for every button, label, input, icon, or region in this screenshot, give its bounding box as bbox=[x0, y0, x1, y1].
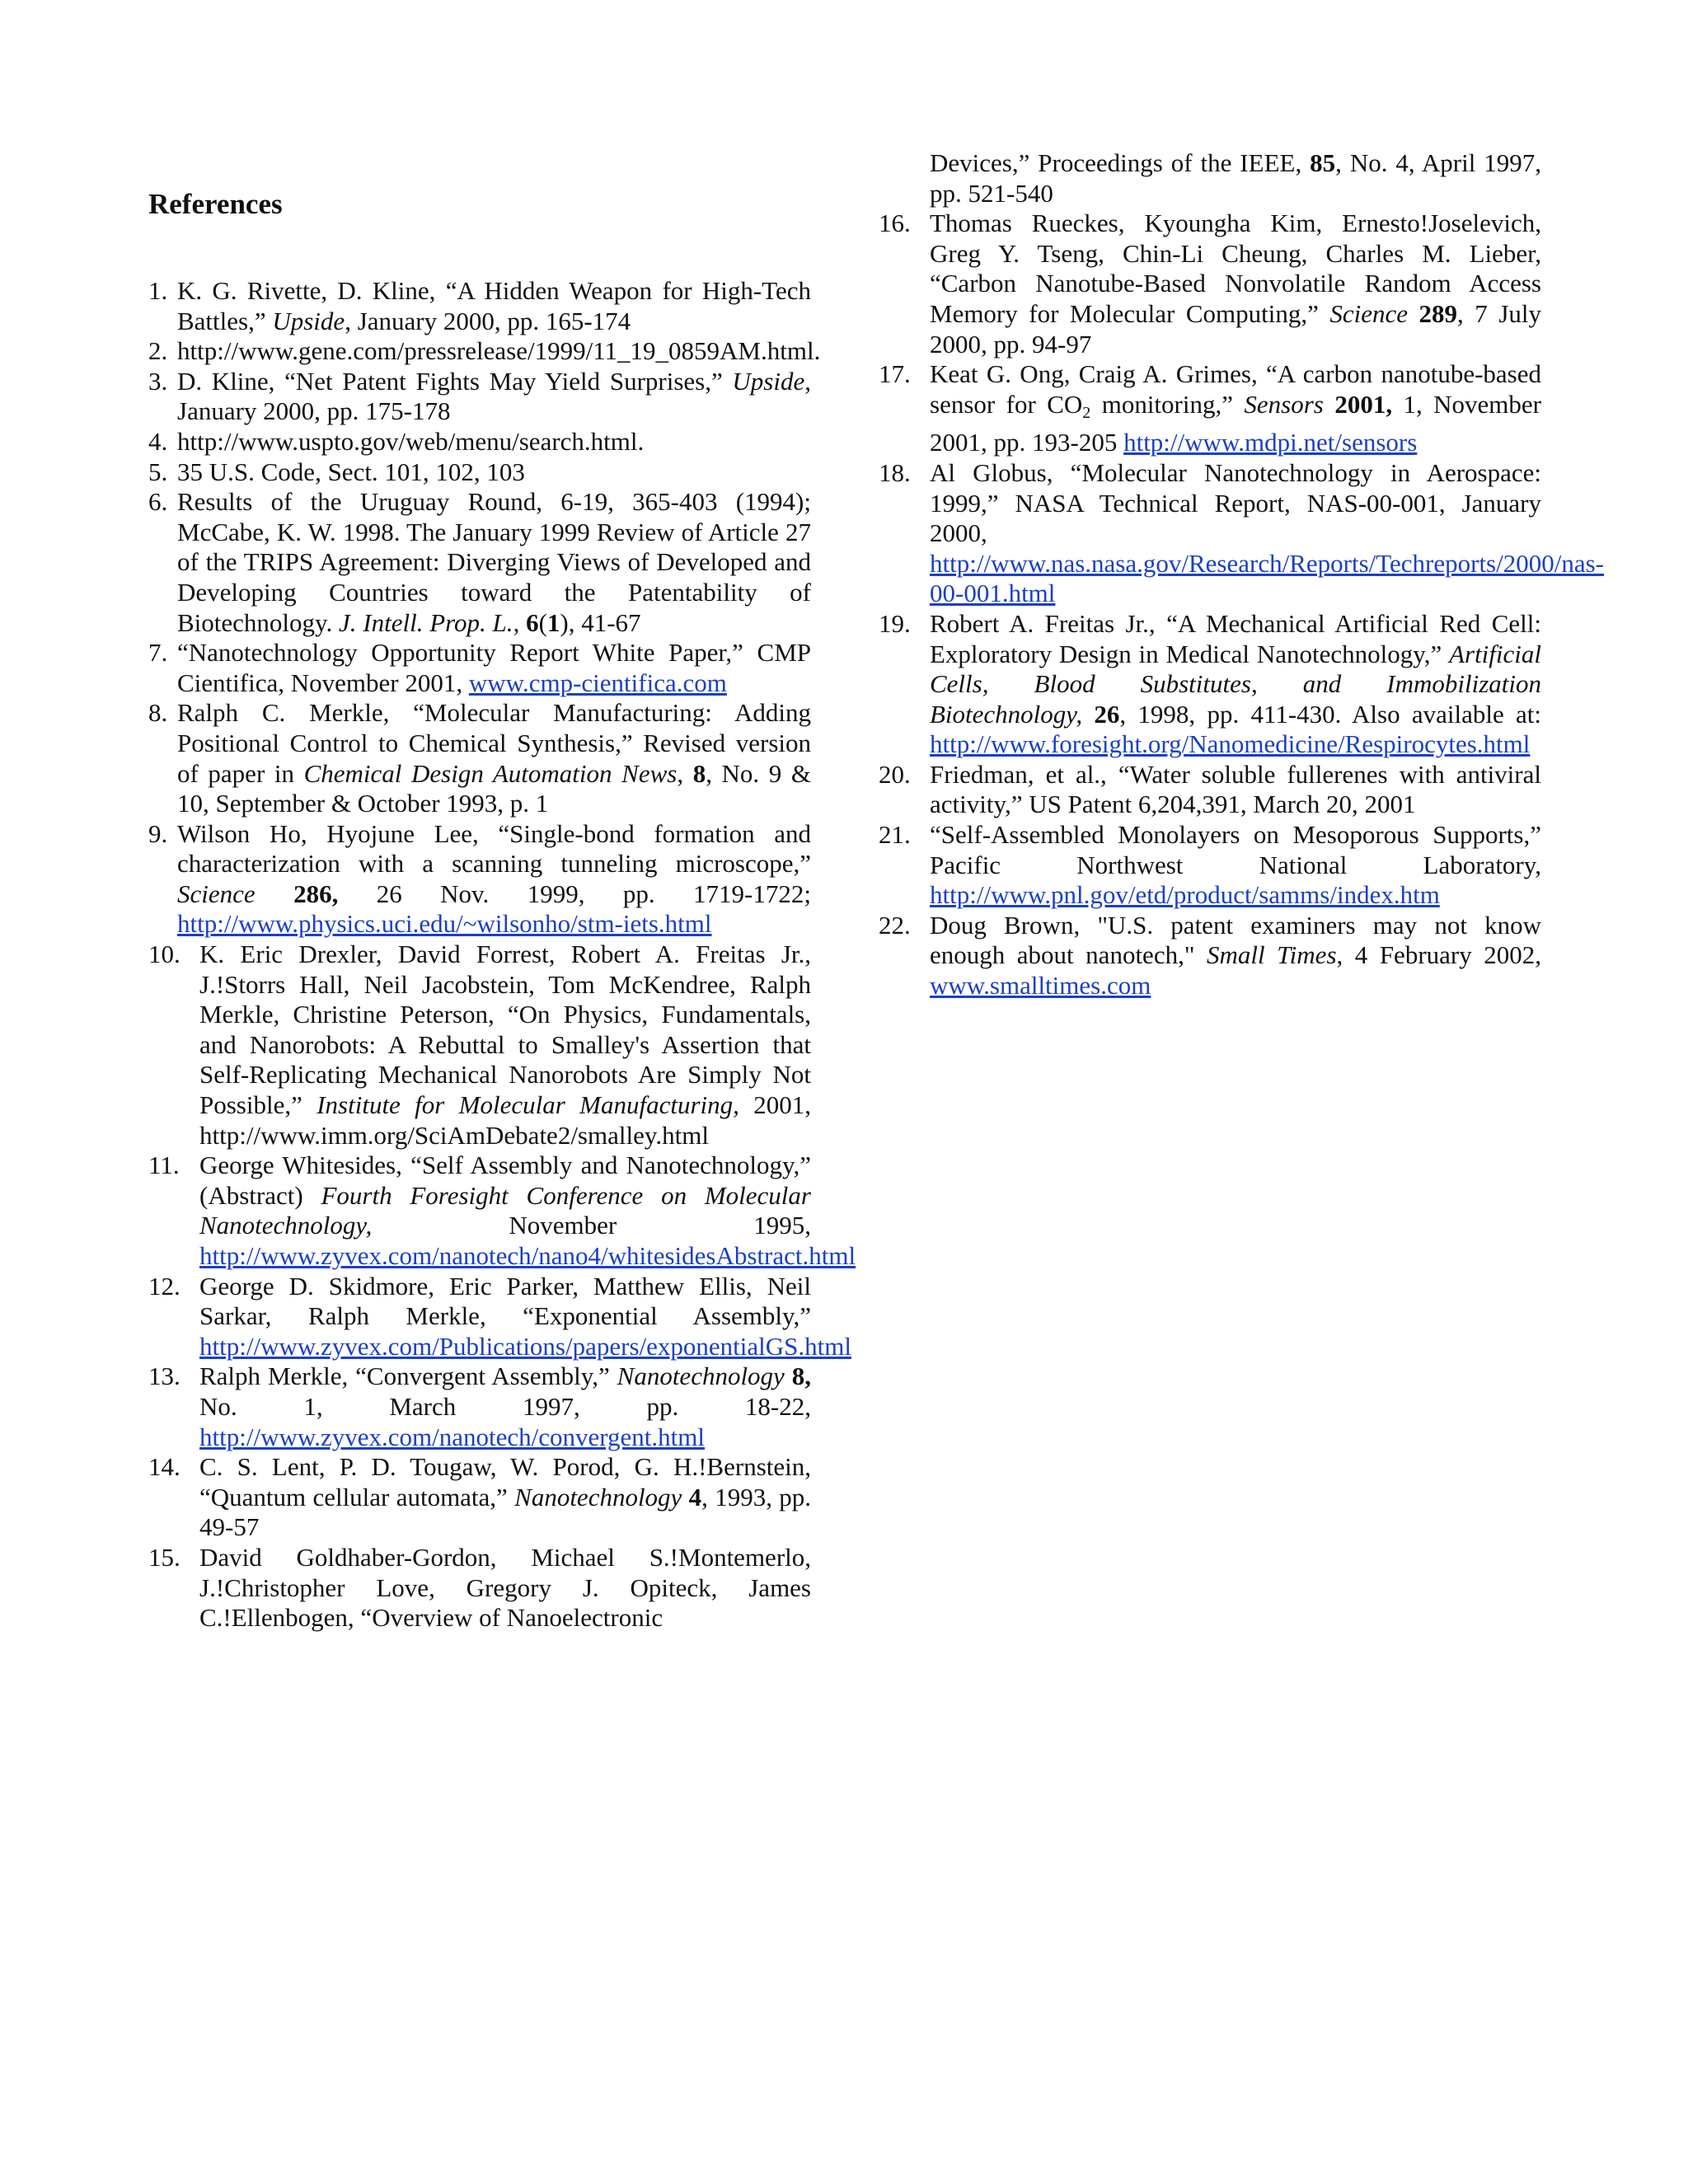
reference-number: 10. bbox=[148, 940, 181, 969]
reference-text: , January 2000, pp. 165-174 bbox=[345, 306, 631, 335]
reference-text: Science bbox=[177, 879, 256, 908]
reference-number: 22. bbox=[879, 910, 911, 940]
reference-text: 2001, http://www.imm.org/SciAmDebate2/smalley.html bbox=[199, 1090, 812, 1150]
reference-text: 85 bbox=[1310, 148, 1336, 177]
reference-link[interactable]: http://www.mdpi.net/sensors bbox=[1123, 428, 1418, 457]
reference-text: Small Times bbox=[1207, 940, 1337, 970]
reference-text: C. S. Lent, P. D. Tougaw, W. Porod, G. H.!Bernstein, “Quantum cellular automata,” bbox=[199, 1452, 811, 1511]
reference-entry bbox=[148, 940, 811, 1151]
reference-text: , 1998, pp. 411-430. Also available at: bbox=[1119, 699, 1542, 729]
reference-number: 8. bbox=[148, 698, 168, 728]
reference-text: D. Kline, “Net Patent Fights May Yield Surprises,” bbox=[177, 366, 733, 396]
reference-text: Upside bbox=[272, 306, 345, 335]
reference-number: 4. bbox=[148, 426, 168, 456]
reference-entry bbox=[879, 148, 1541, 209]
reference-text: J. Intell. Prop. L. bbox=[339, 607, 513, 637]
reference-number: 5. bbox=[148, 457, 168, 486]
reference-entry bbox=[879, 457, 1604, 609]
references-heading: References bbox=[148, 188, 283, 220]
reference-text: , No. 4, April 1997, pp. 521-540 bbox=[930, 148, 1541, 208]
reference-text: 6 bbox=[526, 607, 539, 637]
reference-text: 286, bbox=[293, 879, 339, 908]
reference-number: 16. bbox=[879, 209, 911, 238]
reference-text: Robert A. Freitas Jr., “A Mechanical Artificial Red Cell: Exploratory Design in Medical Nanotechnology,” bbox=[930, 608, 1541, 668]
reference-text: 35 U.S. Code, Sect. 101, 102, 103 bbox=[177, 457, 525, 486]
reference-text: 26 bbox=[1094, 699, 1120, 729]
reference-entry bbox=[148, 487, 811, 638]
reference-entry bbox=[148, 336, 821, 367]
reference-text: , 4 February 2002, bbox=[1336, 940, 1542, 970]
reference-entry bbox=[148, 1452, 811, 1543]
reference-entry bbox=[148, 638, 811, 698]
reference-entry bbox=[148, 1361, 811, 1452]
reference-number: 3. bbox=[148, 366, 168, 396]
reference-text bbox=[785, 1361, 792, 1390]
reference-number: 18. bbox=[879, 457, 911, 487]
reference-text: Sensors bbox=[1244, 389, 1324, 419]
references-right-column bbox=[879, 0, 1604, 1001]
reference-text: K. Eric Drexler, David Forrest, Robert A. Freitas Jr., J.!Storrs Hall, Neil Jacobstein, Tom McKendree, Ralph Merkle, Christine Peterson, “On Physics, Fundamentals, and Nanorobots: A Rebuttal to Smalley's Assertion that Self-Replicating Mechanical Nanorobots Are Simply Not Possible,” bbox=[199, 940, 811, 1120]
reference-entry bbox=[148, 1543, 811, 1633]
reference-text: Ralph Merkle, “Convergent Assembly,” bbox=[199, 1361, 617, 1391]
reference-link[interactable]: http://www.physics.uci.edu/~wilsonho/stm-iets.html bbox=[177, 909, 712, 939]
reference-text: Science bbox=[1329, 298, 1409, 328]
reference-link[interactable]: http://www.zyvex.com/nanotech/convergent.html bbox=[199, 1422, 705, 1451]
reference-text: “Nanotechnology Opportunity Report White Paper,” CMP Cientifica, November 2001, bbox=[177, 638, 811, 697]
reference-entry bbox=[148, 819, 811, 940]
reference-text: http://www.uspto.gov/web/menu/search.html. bbox=[177, 426, 645, 456]
reference-number: 6. bbox=[148, 487, 168, 517]
reference-entry bbox=[148, 276, 811, 336]
reference-text: , No. 9 & 10, September & October 1993, p. 1 bbox=[177, 758, 812, 818]
reference-text: 2001, bbox=[1334, 389, 1393, 419]
reference-text: 8, bbox=[791, 1361, 812, 1391]
reference-number: 17. bbox=[879, 359, 911, 389]
reference-number: 20. bbox=[879, 759, 911, 789]
reference-text: Thomas Rueckes, Kyoungha Kim, Ernesto!Joselevich, Greg Y. Tseng, Chin-Li Cheung, Charles M. Lieber, “Carbon Nanotube-Based Nonvolatile Random Access Memory for Molecular Computing,” bbox=[930, 209, 1541, 328]
reference-link[interactable]: http://www.foresight.org/Nanomedicine/Respirocytes.html bbox=[930, 729, 1531, 759]
references-left-column bbox=[148, 0, 856, 1633]
reference-text: , 1993, pp. 49-57 bbox=[199, 1482, 812, 1542]
reference-number: 14. bbox=[148, 1452, 181, 1482]
reference-text: David Goldhaber-Gordon, Michael S.!Montemerlo, J.!Christopher Love, Gregory J. Opiteck, James C.!Ellenbogen, “Overview of Nanoelectronic bbox=[199, 1542, 811, 1633]
reference-text: Keat G. Ong, Craig A. Grimes, “A carbon nanotube-based sensor for CO bbox=[930, 359, 1541, 419]
reference-text: 4 bbox=[688, 1482, 702, 1511]
reference-text: “Self-Assembled Monolayers on Mesoporous Supports,” Pacific Northwest National Laboratory, bbox=[930, 820, 1541, 879]
reference-text: Fourth Foresight Conference on Molecular Nanotechnology, bbox=[199, 1180, 811, 1240]
reference-text: Artificial Cells, Blood Substitutes, and Immobilization Biotechnology, bbox=[930, 639, 1541, 729]
reference-text: No. 1, March 1997, pp. 18-22, bbox=[199, 1391, 811, 1421]
reference-text: K. G. Rivette, D. Kline, “A Hidden Weapon for High-Tech Battles,” bbox=[177, 276, 811, 335]
reference-text: November 1995, bbox=[372, 1211, 811, 1240]
reference-text: Wilson Ho, Hyojune Lee, “Single-bond formation and characterization with a scanning tunneling microscope,” bbox=[177, 818, 811, 879]
reference-entry bbox=[148, 1271, 851, 1362]
reference-link[interactable]: http://www.nas.nasa.gov/Research/Reports/Techreports/2000/nas-00-001.html bbox=[930, 548, 1604, 608]
reference-text: Chemical Design Automation News bbox=[303, 758, 678, 788]
reference-number: 12. bbox=[148, 1271, 181, 1301]
reference-entry bbox=[879, 359, 1541, 458]
reference-link[interactable]: http://www.pnl.gov/etd/product/samms/index.htm bbox=[930, 880, 1440, 910]
reference-entry bbox=[879, 760, 1541, 820]
reference-text: ), 41-67 bbox=[560, 607, 641, 637]
reference-text: , January 2000, pp. 175-178 bbox=[177, 366, 811, 426]
reference-number: 1. bbox=[148, 276, 168, 305]
reference-text: Nanotechnology bbox=[514, 1482, 682, 1511]
reference-text bbox=[256, 879, 293, 908]
reference-number: 21. bbox=[879, 820, 911, 850]
reference-text: http://www.gene.com/pressrelease/1999/11_19_0859AM.html. bbox=[177, 336, 821, 366]
reference-link[interactable]: http://www.zyvex.com/nanotech/nano4/whitesidesAbstract.html bbox=[199, 1241, 856, 1270]
reference-link[interactable]: www.smalltimes.com bbox=[930, 971, 1151, 1001]
reference-text: 289 bbox=[1418, 298, 1458, 328]
reference-text: Doug Brown, "U.S. patent examiners may not know enough about nanotech," bbox=[930, 910, 1541, 970]
reference-number: 2. bbox=[148, 336, 168, 366]
reference-link[interactable]: www.cmp-cientifica.com bbox=[468, 668, 727, 697]
reference-number: 7. bbox=[148, 638, 168, 668]
reference-number: 11. bbox=[148, 1151, 180, 1180]
reference-text: Friedman, et al., “Water soluble fullerenes with antiviral activity,” US Patent 6,204,391, March 20, 2001 bbox=[930, 759, 1541, 819]
reference-number: 13. bbox=[148, 1361, 181, 1391]
reference-text: 2 bbox=[1082, 403, 1091, 422]
reference-number: 15. bbox=[148, 1542, 181, 1572]
reference-entry bbox=[879, 820, 1541, 911]
reference-entry bbox=[148, 427, 811, 457]
reference-text: Ralph C. Merkle, “Molecular Manufacturing: Adding Positional Control to Chemical Synthesis,” Revised version of paper in bbox=[177, 698, 811, 788]
reference-text: 1, November 2001, pp. 193-205 bbox=[930, 389, 1542, 457]
reference-text: monitoring,” bbox=[1090, 389, 1245, 419]
reference-text: Upside bbox=[732, 366, 805, 396]
reference-entry bbox=[148, 698, 811, 818]
reference-text: Devices,” Proceedings of the IEEE, bbox=[930, 148, 1311, 177]
reference-number: 19. bbox=[879, 608, 911, 638]
reference-text: George Whitesides, “Self Assembly and Nanotechnology,” (Abstract) bbox=[199, 1151, 811, 1210]
reference-text: Al Globus, “Molecular Nanotechnology in Aerospace: 1999,” NASA Technical Report, NAS-00-001, January 2000, bbox=[930, 457, 1541, 548]
reference-text: 1 bbox=[546, 607, 560, 637]
reference-text: Nanotechnology bbox=[617, 1361, 785, 1391]
reference-link[interactable]: http://www.zyvex.com/Publications/papers/exponentialGS.html bbox=[199, 1331, 851, 1361]
reference-text bbox=[682, 1483, 688, 1511]
reference-text: ( bbox=[538, 607, 547, 637]
reference-text bbox=[1082, 700, 1094, 729]
reference-entry bbox=[879, 209, 1541, 359]
reference-entry bbox=[148, 1151, 856, 1271]
reference-text bbox=[1324, 390, 1334, 419]
reference-entry bbox=[879, 911, 1541, 1001]
reference-entry bbox=[148, 367, 811, 427]
reference-entry bbox=[879, 609, 1541, 760]
reference-text: , bbox=[513, 607, 527, 637]
reference-text: , bbox=[677, 758, 693, 788]
reference-number: 9. bbox=[148, 818, 168, 848]
reference-text: Institute for Molecular Manufacturing, bbox=[316, 1090, 739, 1120]
reference-text: 8 bbox=[692, 758, 706, 788]
reference-text: George D. Skidmore, Eric Parker, Matthew Ellis, Neil Sarkar, Ralph Merkle, “Exponential Assembly,” bbox=[199, 1271, 811, 1331]
reference-text: 26 Nov. 1999, pp. 1719-1722; bbox=[338, 879, 811, 908]
reference-text: , 7 July 2000, pp. 94-97 bbox=[930, 298, 1541, 359]
reference-entry bbox=[148, 457, 811, 488]
reference-text bbox=[1408, 299, 1419, 328]
reference-text: Results of the Uruguay Round, 6-19, 365-403 (1994); McCabe, K. W. 1998. The January 1999 Review of Article 27 of the TRIPS Agreement: Diverging Views of Developed and Developing Countries toward the Patentability of Biotechnology. bbox=[177, 487, 811, 637]
